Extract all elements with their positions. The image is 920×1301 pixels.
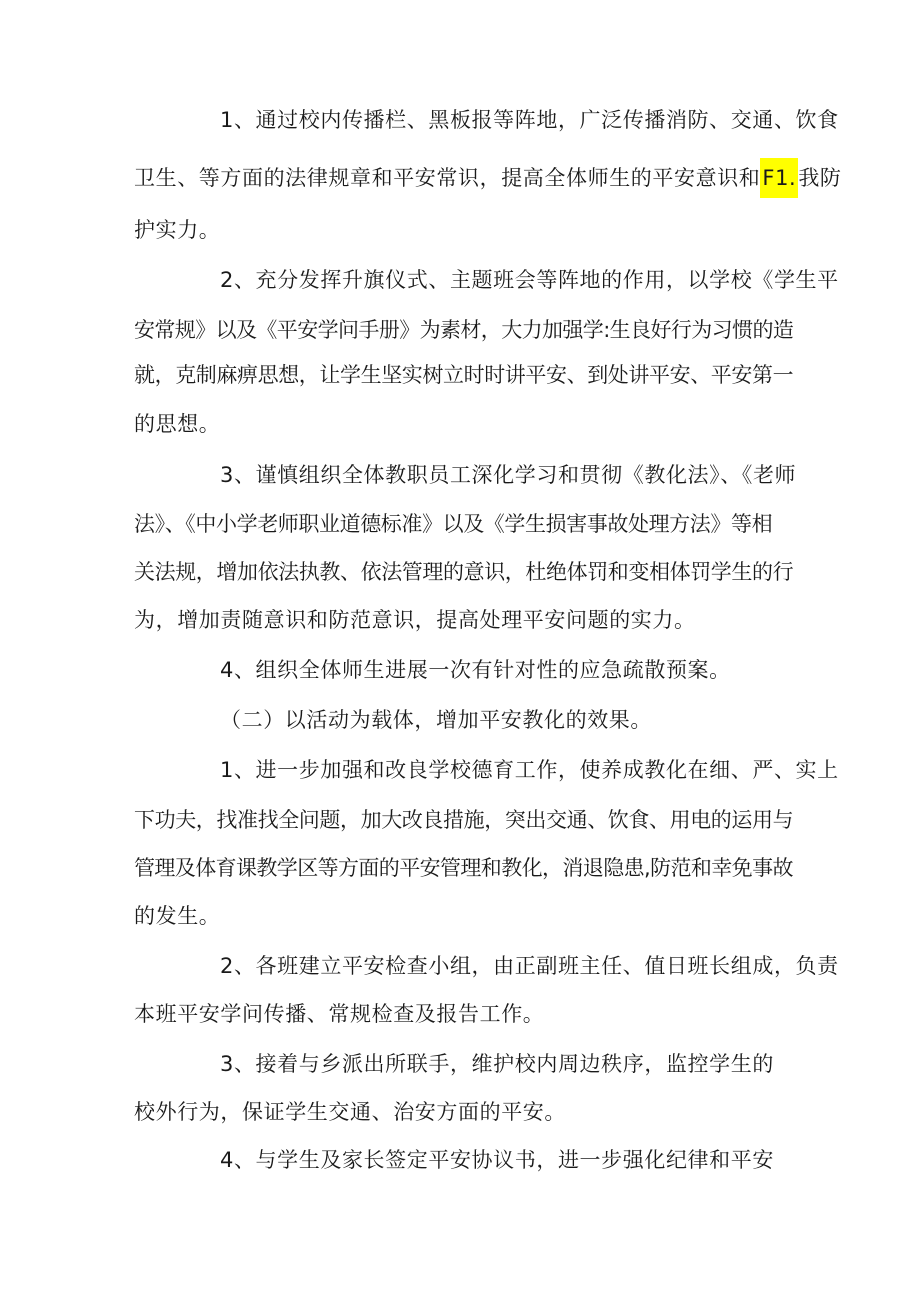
p2-line-2: 安常规》以及《平安学问手册》为素材，大力加强学:生良好行为习惯的造 <box>134 318 794 342</box>
p3-line-1: 3、谨慎组织全体教职员工深化学习和贯彻《教化法》、《老师 <box>220 463 797 487</box>
p1-line-2-suffix: 我防 <box>798 166 842 190</box>
section-heading: （二）以活动为载体，增加平安教化的效果。 <box>220 708 652 732</box>
p7-line-2: 校外行为，保证学生交通、治安方面的平安。 <box>134 1100 566 1124</box>
p7-line-1: 3、接着与乡派出所联手，维护校内周边秩序，监控学生的 <box>220 1052 774 1076</box>
p8-line-1: 4、与学生及家长签定平安协议书，进一步强化纪律和平安 <box>220 1148 774 1172</box>
p6-line-1: 2、各班建立平安检查小组，由正副班主任、值日班长组成，负责 <box>220 954 839 978</box>
p1-line-1: 1、通过校内传播栏、黑板报等阵地，广泛传播消防、交通、饮食 <box>220 108 839 132</box>
p1-line-3: 护实力。 <box>134 218 221 242</box>
p2-line-4: 的思想。 <box>134 412 221 436</box>
p1-line-2 <box>134 158 842 198</box>
p6-line-2: 本班平安学问传播、常规检查及报告工作。 <box>134 1002 545 1026</box>
p5-line-4: 的发生。 <box>134 904 221 928</box>
p3-line-3: 关法规，增加依法执教、依法管理的意识，杜绝体罚和变相体罚学生的行 <box>134 560 794 584</box>
p5-line-1: 1、进一步加强和改良学校德育工作，使养成教化在细、严、实上 <box>220 758 839 782</box>
p4-line-1: 4、组织全体师生进展一次有针对性的应急疏散预案。 <box>220 658 731 682</box>
p5-line-3: 管理及体育课教学区等方面的平安管理和教化，消退隐患,防范和幸免事故 <box>134 856 793 880</box>
p2-line-1: 2、充分发挥升旗仪式、主题班会等阵地的作用，以学校《学生平 <box>220 268 839 292</box>
p3-line-4: 为，增加责随意识和防范意识，提高处理平安问题的实力。 <box>134 608 696 632</box>
p1-line-2-text: 卫生、等方面的法律规章和平安常识，提高全体师生的平安意识和 <box>134 166 761 190</box>
p2-line-3: 就，克制麻痹思想，让学生坚实树立时时讲平安、到处讲平安、平安第一 <box>134 363 794 387</box>
highlighted-text: F1. <box>760 158 798 198</box>
p5-line-2: 下功夫，找准找全问题，加大改良措施，突出交通、饮食、用电的运用与 <box>134 808 794 832</box>
p3-line-2: 法》、《中小学老师职业道德标准》以及《学生损害事故处理方法》等相 <box>134 512 773 536</box>
